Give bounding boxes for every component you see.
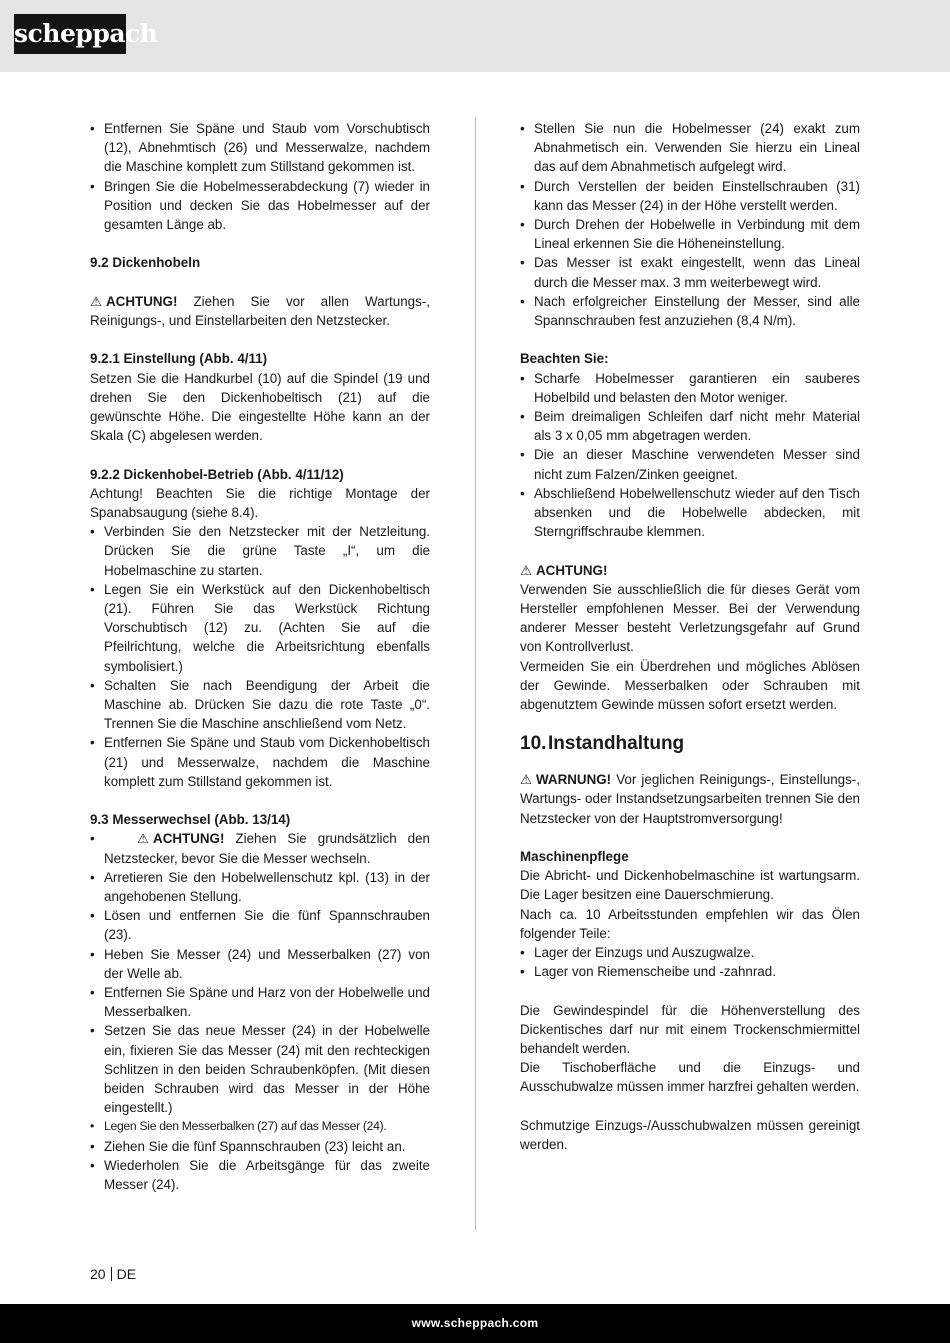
warning-icon: ⚠ (520, 562, 533, 578)
list-item: • Die an dieser Maschine verwendeten Messer sind nicht zum Falzen/Zinken geeignet. (520, 445, 860, 483)
warning-text: Ziehen Sie vor allen Wartungs-, Reinigungs-, und Einstellarbeiten den Netzstecker. (90, 293, 430, 328)
page-header (0, 0, 950, 72)
paragraph: Die Tischoberfläche und die Einzugs- und Ausschubwalze müssen immer harzfrei gehalten werden. (520, 1060, 860, 1095)
section-heading-9-2-1: 9.2.1 Einstellung (Abb. 4/11) (90, 351, 268, 367)
paragraph: Die Abricht- und Dickenhobelmaschine ist wartungsarm. Die Lager besitzen eine Dauerschmierung. (520, 868, 860, 903)
left-column (90, 119, 430, 1194)
list-item: • Lager der Einzugs und Auszugwalze. (520, 943, 860, 962)
paragraph: Setzen Sie die Handkurbel (10) auf die Spindel (19 und drehen Sie den Dickenhobeltisch (21) auf die gewünschte Höhe. Die eingestellte Höhe kann an der Skala (C) abgelesen werden. (90, 370, 430, 444)
list-item: • Legen Sie ein Werkstück auf den Dickenhobeltisch (21). Führen Sie das Werkstück Richtung Vorschubtisch (12) zu. (Achten Sie auf die Pfeilrichtung, welche die Arbeitsrichtung ebenfalls symbolisiert.) (90, 580, 430, 676)
list-item: • Entfernen Sie Späne und Staub vom Dickenhobeltisch (21) und Messerwalze, nachdem die Maschine komplett zum Stillstand gekommen ist. (90, 733, 430, 791)
list-item: • Entfernen Sie Späne und Harz von der Hobelwelle und Messerbalken. (90, 983, 430, 1021)
list-item: • Entfernen Sie Späne und Staub vom Vorschubtisch (12), Abnehmtisch (26) und Messerwalze, nachdem die Maschine komplett zum Stillstand gekommen ist. (90, 119, 430, 177)
page-footer (0, 1304, 950, 1343)
list-item: • Nach erfolgreicher Einstellung der Messer, sind alle Spannschrauben fest anzuziehen (8,4 N/m). (520, 292, 860, 330)
section-heading-9-2-2: 9.2.2 Dickenhobel-Betrieb (Abb. 4/11/12) (90, 466, 344, 482)
list-item: • Beim dreimaligen Schleifen darf nicht mehr Material als 3 x 0,05 mm abgetragen werden. (520, 407, 860, 445)
achtung-heading (520, 561, 860, 580)
list-item: • Durch Drehen der Hobelwelle in Verbindung mit dem Lineal erkennen Sie die Höheneinstellung. (520, 215, 860, 253)
warning-label: ACHTUNG! (106, 293, 178, 309)
maschinenpflege-heading: Maschinenpflege (520, 849, 629, 865)
brand-logo: scheppach (14, 14, 126, 54)
section-number: 10. (520, 733, 547, 755)
page-number-value: 20 (90, 1266, 106, 1282)
list-item: • Scharfe Hobelmesser garantieren ein sauberes Hobelbild und belasten den Motor weniger. (520, 369, 860, 407)
warning-paragraph (90, 292, 430, 330)
warning-label: ACHTUNG! (153, 831, 225, 847)
warning-paragraph (520, 770, 860, 828)
page-number (90, 1265, 136, 1283)
column-divider (475, 118, 476, 1230)
list-item: • Setzen Sie das neue Messer (24) in der Hobelwelle ein, fixieren Sie das Messer (24) mit den rechteckigen Schlitzen in den beiden Schraubenköpfen. (Mit diesen beiden Schrauben wird das Messer in der Höhe eingestellt.) (90, 1021, 430, 1117)
list-item: • Arretieren Sie den Hobelwellenschutz kpl. (13) in der angehobenen Stellung. (90, 868, 430, 906)
list-item: • Wiederholen Sie die Arbeitsgänge für das zweite Messer (24). (90, 1156, 430, 1194)
paragraph: Vermeiden Sie ein Überdrehen und mögliches Ablösen der Gewinde. Messerbalken oder Schrauben mit abgenutztem Gewinde müssen sofort ersetzt werden. (520, 658, 860, 713)
section-heading-10 (520, 732, 860, 756)
warning-icon: ⚠ (137, 831, 150, 847)
list-item: • Abschließend Hobelwellenschutz wieder auf den Tisch absenken und die Hobelwelle abdecken, mit Sterngriffschraube klemmen. (520, 484, 860, 542)
list-item: • Schalten Sie nach Beendigung der Arbeit die Maschine ab. Drücken Sie dazu die rote Taste „0“. Trennen Sie die Maschine anschließend vom Netz. (90, 676, 430, 734)
list-item: • Bringen Sie die Hobelmesserabdeckung (7) wieder in Position und decken Sie das Hobelmesser auf der gesamten Länge ab. (90, 177, 430, 235)
list-item: • Legen Sie den Messerbalken (27) auf das Messer (24). (90, 1117, 430, 1136)
list-item: • Lösen und entfernen Sie die fünf Spannschrauben (23). (90, 906, 430, 944)
paragraph: Nach ca. 10 Arbeitsstunden empfehlen wir das Ölen folgender Teile: (520, 906, 860, 941)
warning-label: ACHTUNG! (536, 562, 608, 578)
section-heading-9-3: 9.3 Messerwechsel (Abb. 13/14) (90, 812, 291, 828)
warning-icon: ⚠ (90, 293, 103, 309)
paragraph: Schmutzige Einzugs-/Ausschubwalzen müssen gereinigt werden. (520, 1117, 860, 1153)
warning-icon: ⚠ (520, 772, 533, 788)
paragraph: Verwenden Sie ausschließlich die für dieses Gerät vom Hersteller empfohlenen Messer. Bei der Verwendung anderer Messer besteht Verletzungsgefahr auf Grund von Kontrollverlust. (520, 581, 860, 655)
list-item: • Stellen Sie nun die Hobelmesser (24) exakt zum Abnahmetisch ein. Verwenden Sie hierzu ein Lineal das auf dem Abnahmetisch aufgelegt wird. (520, 119, 860, 177)
paragraph: Die Gewindespindel für die Höhenverstellung des Dickentisches darf nur mit einem Trockenschmiermittel behandelt werden. (520, 1002, 860, 1057)
list-item: • Durch Verstellen der beiden Einstellschrauben (31) kann das Messer (24) in der Höhe verstellt werden. (520, 177, 860, 215)
website-link[interactable]: www.scheppach.com (411, 1316, 539, 1330)
list-item: • Ziehen Sie die fünf Spannschrauben (23) leicht an. (90, 1137, 430, 1156)
warning-text: Vor jeglichen Reinigungs-, Einstellungs-, Wartungs- oder Instandsetzungsarbeiten trennen Sie den Netzstecker von der Hauptstromversorgung! (520, 772, 860, 826)
language-code: DE (116, 1266, 137, 1282)
list-item: • Lager von Riemenscheibe und -zahnrad. (520, 962, 860, 981)
beachten-heading: Beachten Sie: (520, 351, 609, 367)
paragraph: Achtung! Beachten Sie die richtige Montage der Spanabsaugung (siehe 8.4). (90, 485, 430, 520)
section-title: Instandhaltung (548, 733, 685, 755)
list-item: • Verbinden Sie den Netzstecker mit der Netzleitung. Drücken Sie die grüne Taste „I“, um die Hobelmaschine zu starten. (90, 522, 430, 580)
right-column (520, 119, 860, 1154)
list-item: • Heben Sie Messer (24) und Messerbalken (27) von der Welle ab. (90, 945, 430, 983)
section-heading-9-2: 9.2 Dickenhobeln (90, 255, 201, 271)
warning-text: Ziehen Sie grundsätzlich den Netzstecker, bevor Sie die Messer wechseln. (104, 831, 430, 866)
warning-label: WARNUNG! (536, 772, 612, 788)
list-item: • Das Messer ist exakt eingestellt, wenn das Lineal durch die Messer max. 3 mm weiterbewegt wird. (520, 253, 860, 291)
warning-list-item (90, 829, 430, 867)
